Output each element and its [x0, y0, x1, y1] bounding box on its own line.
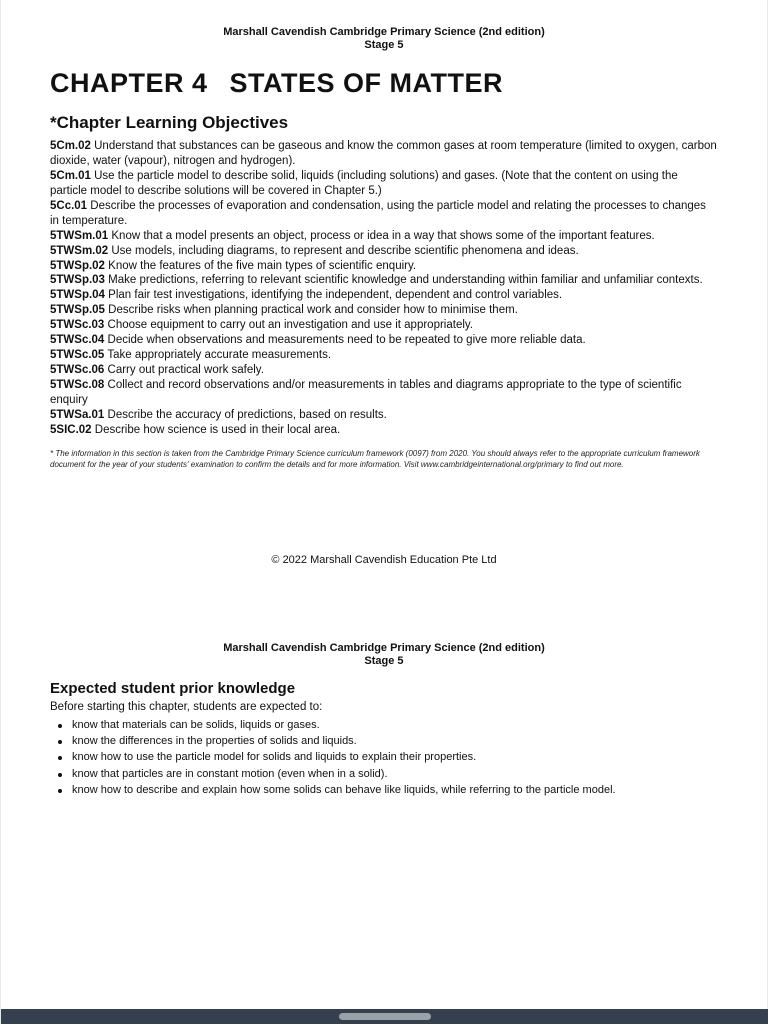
- bullet-item: [50, 783, 718, 797]
- objective-item: [50, 378, 718, 408]
- objective-text: Describe the processes of evaporation and condensation, using the particle model and relating the processes to changes in temperature.: [50, 199, 706, 227]
- objective-text: Know the features of the five main types of scientific enquiry.: [108, 259, 417, 272]
- objective-code: 5TWSp.03: [50, 274, 105, 287]
- objective-item: [50, 363, 718, 378]
- copyright-line: © 2022 Marshall Cavendish Education Pte Ltd: [271, 554, 497, 567]
- objective-text: Plan fair test investigations, identifying the independent, dependent and control variables.: [108, 289, 563, 302]
- objective-code: 5SIC.02: [50, 423, 92, 436]
- bullet-icon: [58, 756, 62, 760]
- document-page: [1, 0, 767, 797]
- objective-text: Understand that substances can be gaseous and know the common gases at room temperature (limited to oxygen, carbon dioxide, water (vapour), nitrogen and hydrogen).: [50, 140, 717, 167]
- objective-item: [50, 199, 718, 229]
- objective-code: 5TWSc.05: [50, 349, 105, 362]
- header-stage: Stage 5: [364, 39, 404, 51]
- bullet-item: [50, 718, 718, 732]
- curriculum-footnote: * The information in this section is taken from the Cambridge Primary Science curriculum framework (0097) from 2020. You should always refer to the appropriate curriculum framework document for the year of your students' examination to confirm the details and for more information. Visit www.cambridgeinternational.org/primary to find out more.: [50, 448, 700, 469]
- objective-item: [50, 423, 718, 438]
- scroll-indicator[interactable]: [339, 1013, 431, 1020]
- objective-code: 5TWSa.01: [50, 408, 105, 421]
- bullet-item: [50, 734, 718, 748]
- objective-text: Carry out practical work safely.: [107, 364, 264, 377]
- prior-knowledge-list: [50, 718, 718, 796]
- prior-knowledge-intro: Before starting this chapter, students are expected to:: [50, 701, 323, 714]
- objective-item: [50, 303, 718, 318]
- bullet-text: know the differences in the properties of solids and liquids.: [72, 735, 357, 748]
- objective-text: Make predictions, referring to relevant scientific knowledge and understanding within familiar and unfamiliar contexts.: [108, 274, 703, 287]
- objectives-heading: *Chapter Learning Objectives: [50, 113, 289, 132]
- objective-text: Know that a model presents an object, process or idea in a way that shows some of the important features.: [111, 229, 655, 242]
- objective-code: 5TWSc.03: [50, 319, 105, 332]
- bullet-icon: [58, 724, 62, 728]
- objective-text: Describe the accuracy of predictions, based on results.: [107, 408, 387, 421]
- objective-text: Use the particle model to describe solid, liquids (including solutions) and gases. (Note that the content on using the particle model to describe solutions will be covered in Chapter 5.): [50, 169, 678, 197]
- objectives-list: [50, 139, 718, 438]
- objective-item: [50, 318, 718, 333]
- bullet-text: know how to describe and explain how some solids can behave like liquids, while referring to the particle model.: [72, 783, 616, 796]
- viewer-bottom-bar: [1, 1009, 768, 1024]
- objective-text: Decide when observations and measurements need to be repeated to give more reliable data.: [107, 334, 586, 347]
- objective-item: [50, 288, 718, 303]
- objective-code: 5Cm.02: [50, 140, 91, 152]
- objective-item: [50, 244, 718, 259]
- objective-text: Take appropriately accurate measurements.: [107, 349, 332, 362]
- bullet-icon: [58, 740, 62, 744]
- chapter-name: STATES OF MATTER: [229, 68, 504, 98]
- objective-code: 5TWSc.04: [50, 334, 105, 347]
- bullet-item: [50, 767, 718, 781]
- objective-text: Choose equipment to carry out an investigation and use it appropriately.: [107, 319, 473, 332]
- objective-code: 5Cc.01: [50, 199, 88, 212]
- objective-code: 5TWSp.04: [50, 289, 105, 302]
- objective-text: Describe risks when planning practical work and consider how to minimise them.: [108, 304, 518, 317]
- objective-item: [50, 259, 718, 274]
- objective-code: 5TWSm.02: [50, 244, 109, 257]
- objective-code: 5TWSc.06: [50, 364, 105, 377]
- header-title: Marshall Cavendish Cambridge Primary Science (2nd edition): [223, 642, 545, 655]
- bullet-icon: [58, 789, 62, 793]
- header-title: Marshall Cavendish Cambridge Primary Science (2nd edition): [223, 26, 545, 38]
- objective-text: Use models, including diagrams, to represent and describe scientific phenomena and ideas.: [111, 244, 579, 257]
- bullet-item: [50, 750, 718, 764]
- prior-knowledge-heading: Expected student prior knowledge: [50, 680, 296, 698]
- objective-code: 5TWSp.02: [50, 259, 105, 272]
- bullet-icon: [58, 773, 62, 777]
- chapter-number: CHAPTER 4: [50, 68, 208, 98]
- objective-text: Collect and record observations and/or measurements in tables and diagrams appropriate to the type of scientific enquiry: [50, 379, 682, 406]
- objective-code: 5TWSm.01: [50, 229, 109, 242]
- objective-item: [50, 408, 718, 423]
- objective-item: [50, 348, 718, 363]
- objective-code: 5Cm.01: [50, 169, 91, 182]
- page2-header: [50, 642, 718, 668]
- objective-item: [50, 333, 718, 348]
- chapter-title: [50, 68, 718, 99]
- objective-item: [50, 229, 718, 244]
- objective-item: [50, 139, 718, 169]
- bullet-text: know that particles are in constant motion (even when in a solid).: [72, 767, 388, 780]
- page1-header: [50, 26, 718, 52]
- objective-code: 5TWSc.08: [50, 379, 105, 391]
- objective-code: 5TWSp.05: [50, 304, 105, 317]
- objective-item: [50, 273, 718, 288]
- objective-text: Describe how science is used in their local area.: [94, 423, 341, 436]
- objective-item: [50, 169, 718, 199]
- bullet-text: know that materials can be solids, liquids or gases.: [72, 719, 320, 732]
- bullet-text: know how to use the particle model for solids and liquids to explain their properties.: [72, 751, 477, 764]
- header-stage: Stage 5: [364, 655, 404, 668]
